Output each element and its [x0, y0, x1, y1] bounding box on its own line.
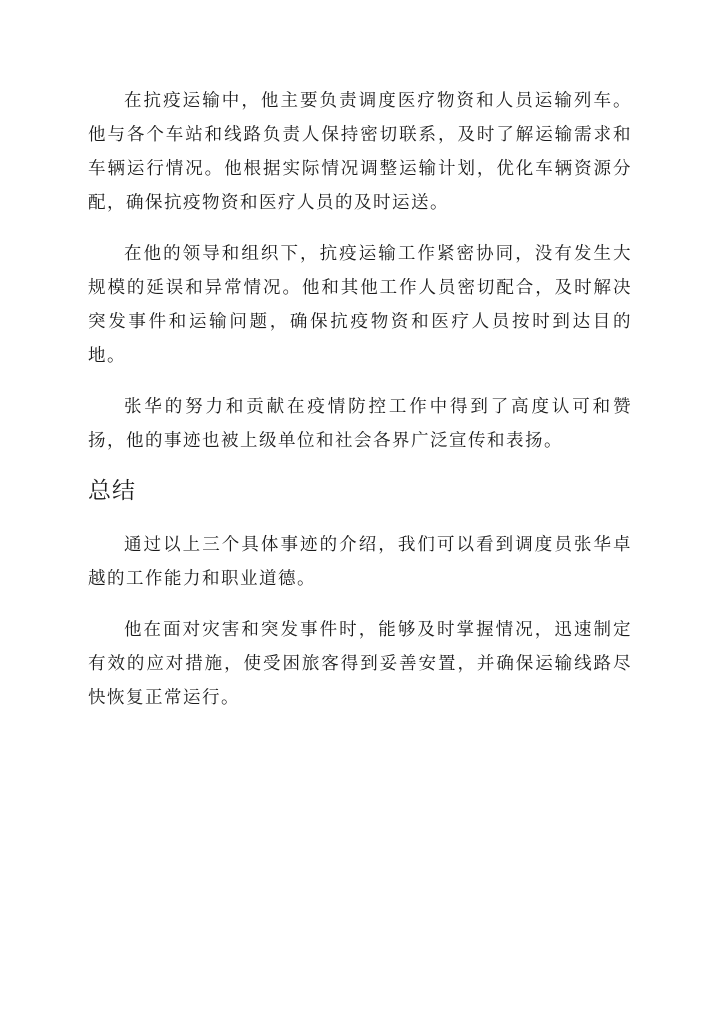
paragraph-recognition: 张华的努力和贡献在疫情防控工作中得到了高度认可和赞扬，他的事迹也被上级单位和社会各界广泛宣传和表扬。	[88, 397, 632, 451]
section-heading-summary: 总结	[88, 478, 136, 504]
paragraph-summary-intro: 通过以上三个具体事迹的介绍，我们可以看到调度员张华卓越的工作能力和职业道德。	[88, 535, 632, 589]
paragraph-transport-duties: 在抗疫运输中，他主要负责调度医疗物资和人员运输列车。他与各个车站和线路负责人保持密切联系，及时了解运输需求和车辆运行情况。他根据实际情况调整运输计划，优化车辆资源分配，确保抗疫物资和医疗人员的及时运送。	[88, 91, 632, 213]
paragraph-summary-conclusion: 他在面对灾害和突发事件时，能够及时掌握情况，迅速制定有效的应对措施，使受困旅客得到妥善安置，并确保运输线路尽快恢复正常运行。	[88, 620, 632, 708]
document-body	[88, 84, 632, 715]
paragraph-coordination: 在他的领导和组织下，抗疫运输工作紧密协同，没有发生大规模的延误和异常情况。他和其他工作人员密切配合，及时解决突发事件和运输问题，确保抗疫物资和医疗人员按时到达目的地。	[88, 244, 632, 366]
